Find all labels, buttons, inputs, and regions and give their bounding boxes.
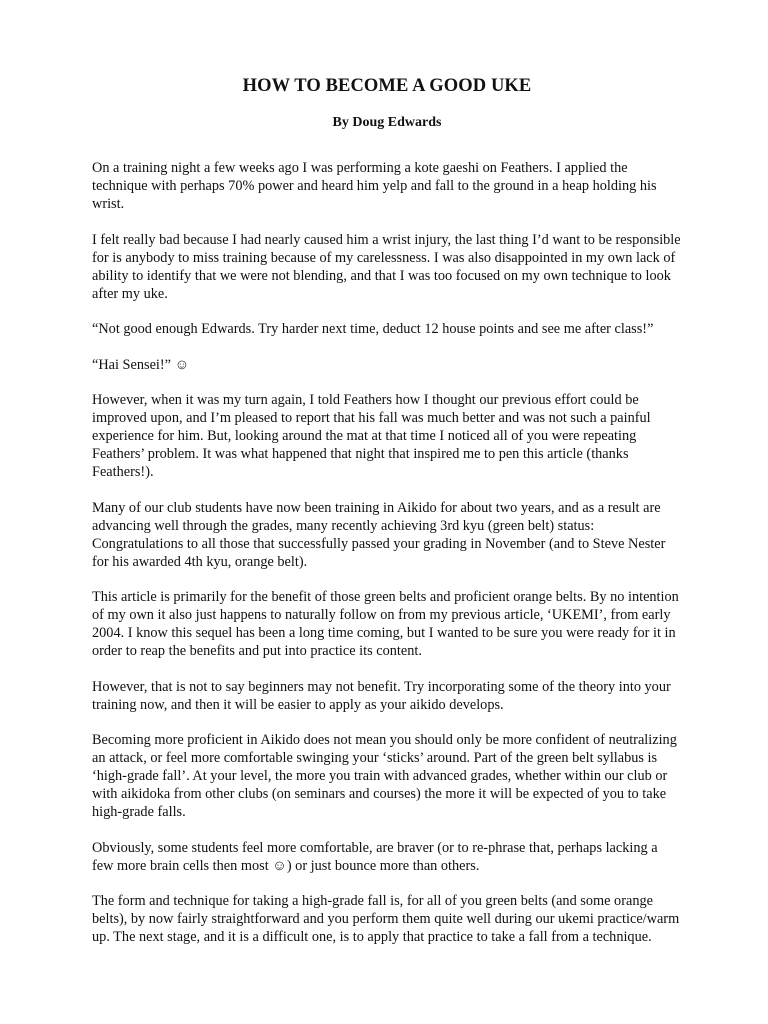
paragraph-2: I felt really bad because I had nearly caused him a wrist injury, the last thing I’d want to be responsible for is anybody to miss training because of my carelessness. I was also disappointed in my own lack of ability to identify that we were not blending, and that I was too focused on my own technique to look after my uke. xyxy=(92,231,681,302)
paragraph-5: However, when it was my turn again, I told Feathers how I thought our previous effort could be improved upon, and I’m pleased to report that his fall was much better and was not such a painful experience for him. But, looking around the mat at that time I noticed all of you were repeating Feathers’ problem. It was what happened that night that inspired me to pen this article (thanks Feathers!). xyxy=(92,392,651,480)
paragraph-7: This article is primarily for the benefit of those green belts and proficient orange belts. By no intention of my own it also just happens to naturally follow on from my previous article, ‘UKEMI’, from early 2004. I know this sequel has been a long time coming, but I wanted to be sure you were ready for it in order to reap the benefits and put into practice its content. xyxy=(92,589,679,659)
paragraph-3: “Not good enough Edwards. Try harder next time, deduct 12 house points and see me after class!” xyxy=(92,321,654,337)
author-byline: By Doug Edwards xyxy=(332,115,442,130)
document-title: HOW TO BECOME A GOOD UKE xyxy=(242,76,532,96)
paragraph-8: However, that is not to say beginners may not benefit. Try incorporating some of the theory into your training now, and then it will be easier to apply as your aikido develops. xyxy=(92,678,671,713)
document-page xyxy=(92,74,682,964)
paragraph-4: “Hai Sensei!” ☺ xyxy=(92,356,190,373)
paragraph-11: The form and technique for taking a high-grade fall is, for all of you green belts (and some orange belts), by now fairly straightforward and you perform them quite well during our ukemi practice/warm up. The next stage, and it is a difficult one, is to apply that practice to take a fall from a technique. xyxy=(92,893,680,945)
paragraph-10: Obviously, some students feel more comfortable, are braver (or to re-phrase that, perhaps lacking a few more brain cells then most ☺) or just bounce more than others. xyxy=(92,839,658,874)
paragraph-9: Becoming more proficient in Aikido does not mean you should only be more confident of neutralizing an attack, or feel more comfortable swinging your ‘sticks’ around. Part of the green belt syllabus is ‘high-grade fall’. At your level, the more you train with advanced grades, whether within our club or with aikidoka from other clubs (on seminars and courses) the more it will be expected of you to take high-grade falls. xyxy=(92,732,677,820)
paragraph-6: Many of our club students have now been training in Aikido for about two years, and as a result are advancing well through the grades, many recently achieving 3rd kyu (green belt) status: Congratulations to all those that successfully passed your grading in November (and to Steve Nester for his awarded 4th kyu, orange belt). xyxy=(92,499,666,570)
paragraph-1: On a training night a few weeks ago I was performing a kote gaeshi on Feathers. I applied the technique with perhaps 70% power and heard him yelp and fall to the ground in a heap holding his wrist. xyxy=(92,160,657,212)
